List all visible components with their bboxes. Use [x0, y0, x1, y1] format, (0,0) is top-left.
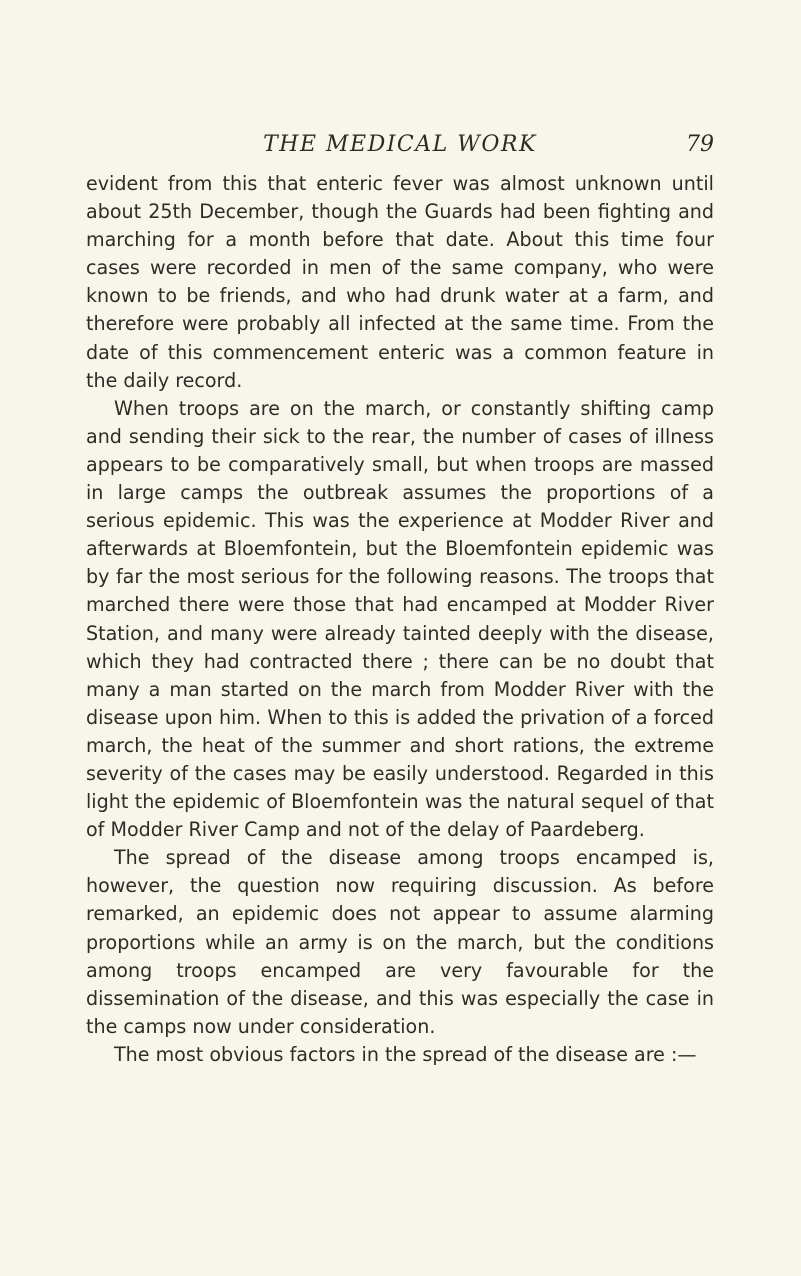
paragraph: The spread of the disease among troops encamped is, however, the question now requiring discussion. As before remarked, an epidemic does not appear to assume alarming proportions while an army is on the march, but the conditions among troops encamped are very favourable for the dissemination of the disease, and this was especially the case in the camps now under consideration.: [86, 846, 714, 1038]
running-title: THE MEDICAL WORK: [263, 132, 537, 157]
paragraph: The most obvious factors in the spread of the disease are :—: [114, 1042, 697, 1066]
paragraph: When troops are on the march, or constantly shifting camp and sending their sick to the rear, the number of cases of illness appears to be comparatively small, but when troops are massed in large camps the outbreak assumes the proportions of a serious epidemic. This was the experience at Modder River and afterwards at Bloemfontein, but the Bloemfontein epidemic was by far the most serious for the following reasons. The troops that marched there were those that had encamped at Modder River Station, and many were already tainted deeply with the disease, which they had contracted there ; there can be no doubt that many a man started on the march from Modder River with the disease upon him. When to this is added the privation of a forced march, the heat of the summer and short rations, the extreme severity of the cases may be easily understood. Regarded in this light the epidemic of Bloemfontein was the natural sequel of that of Modder River Camp and not of the delay of Paardeberg.: [86, 396, 714, 842]
body-text: [86, 170, 714, 1069]
running-head: [86, 130, 714, 160]
page-number: 79: [686, 132, 714, 157]
paragraph: evident from this that enteric fever was almost unknown until about 25th December, though the Guards had been fighting and marching for a month before that date. About this time four cases were recorded in men of the same company, who were known to be friends, and who had drunk water at a farm, and therefore were probably all infected at the same time. From the date of this commencement enteric was a common feature in the daily record.: [86, 172, 714, 392]
